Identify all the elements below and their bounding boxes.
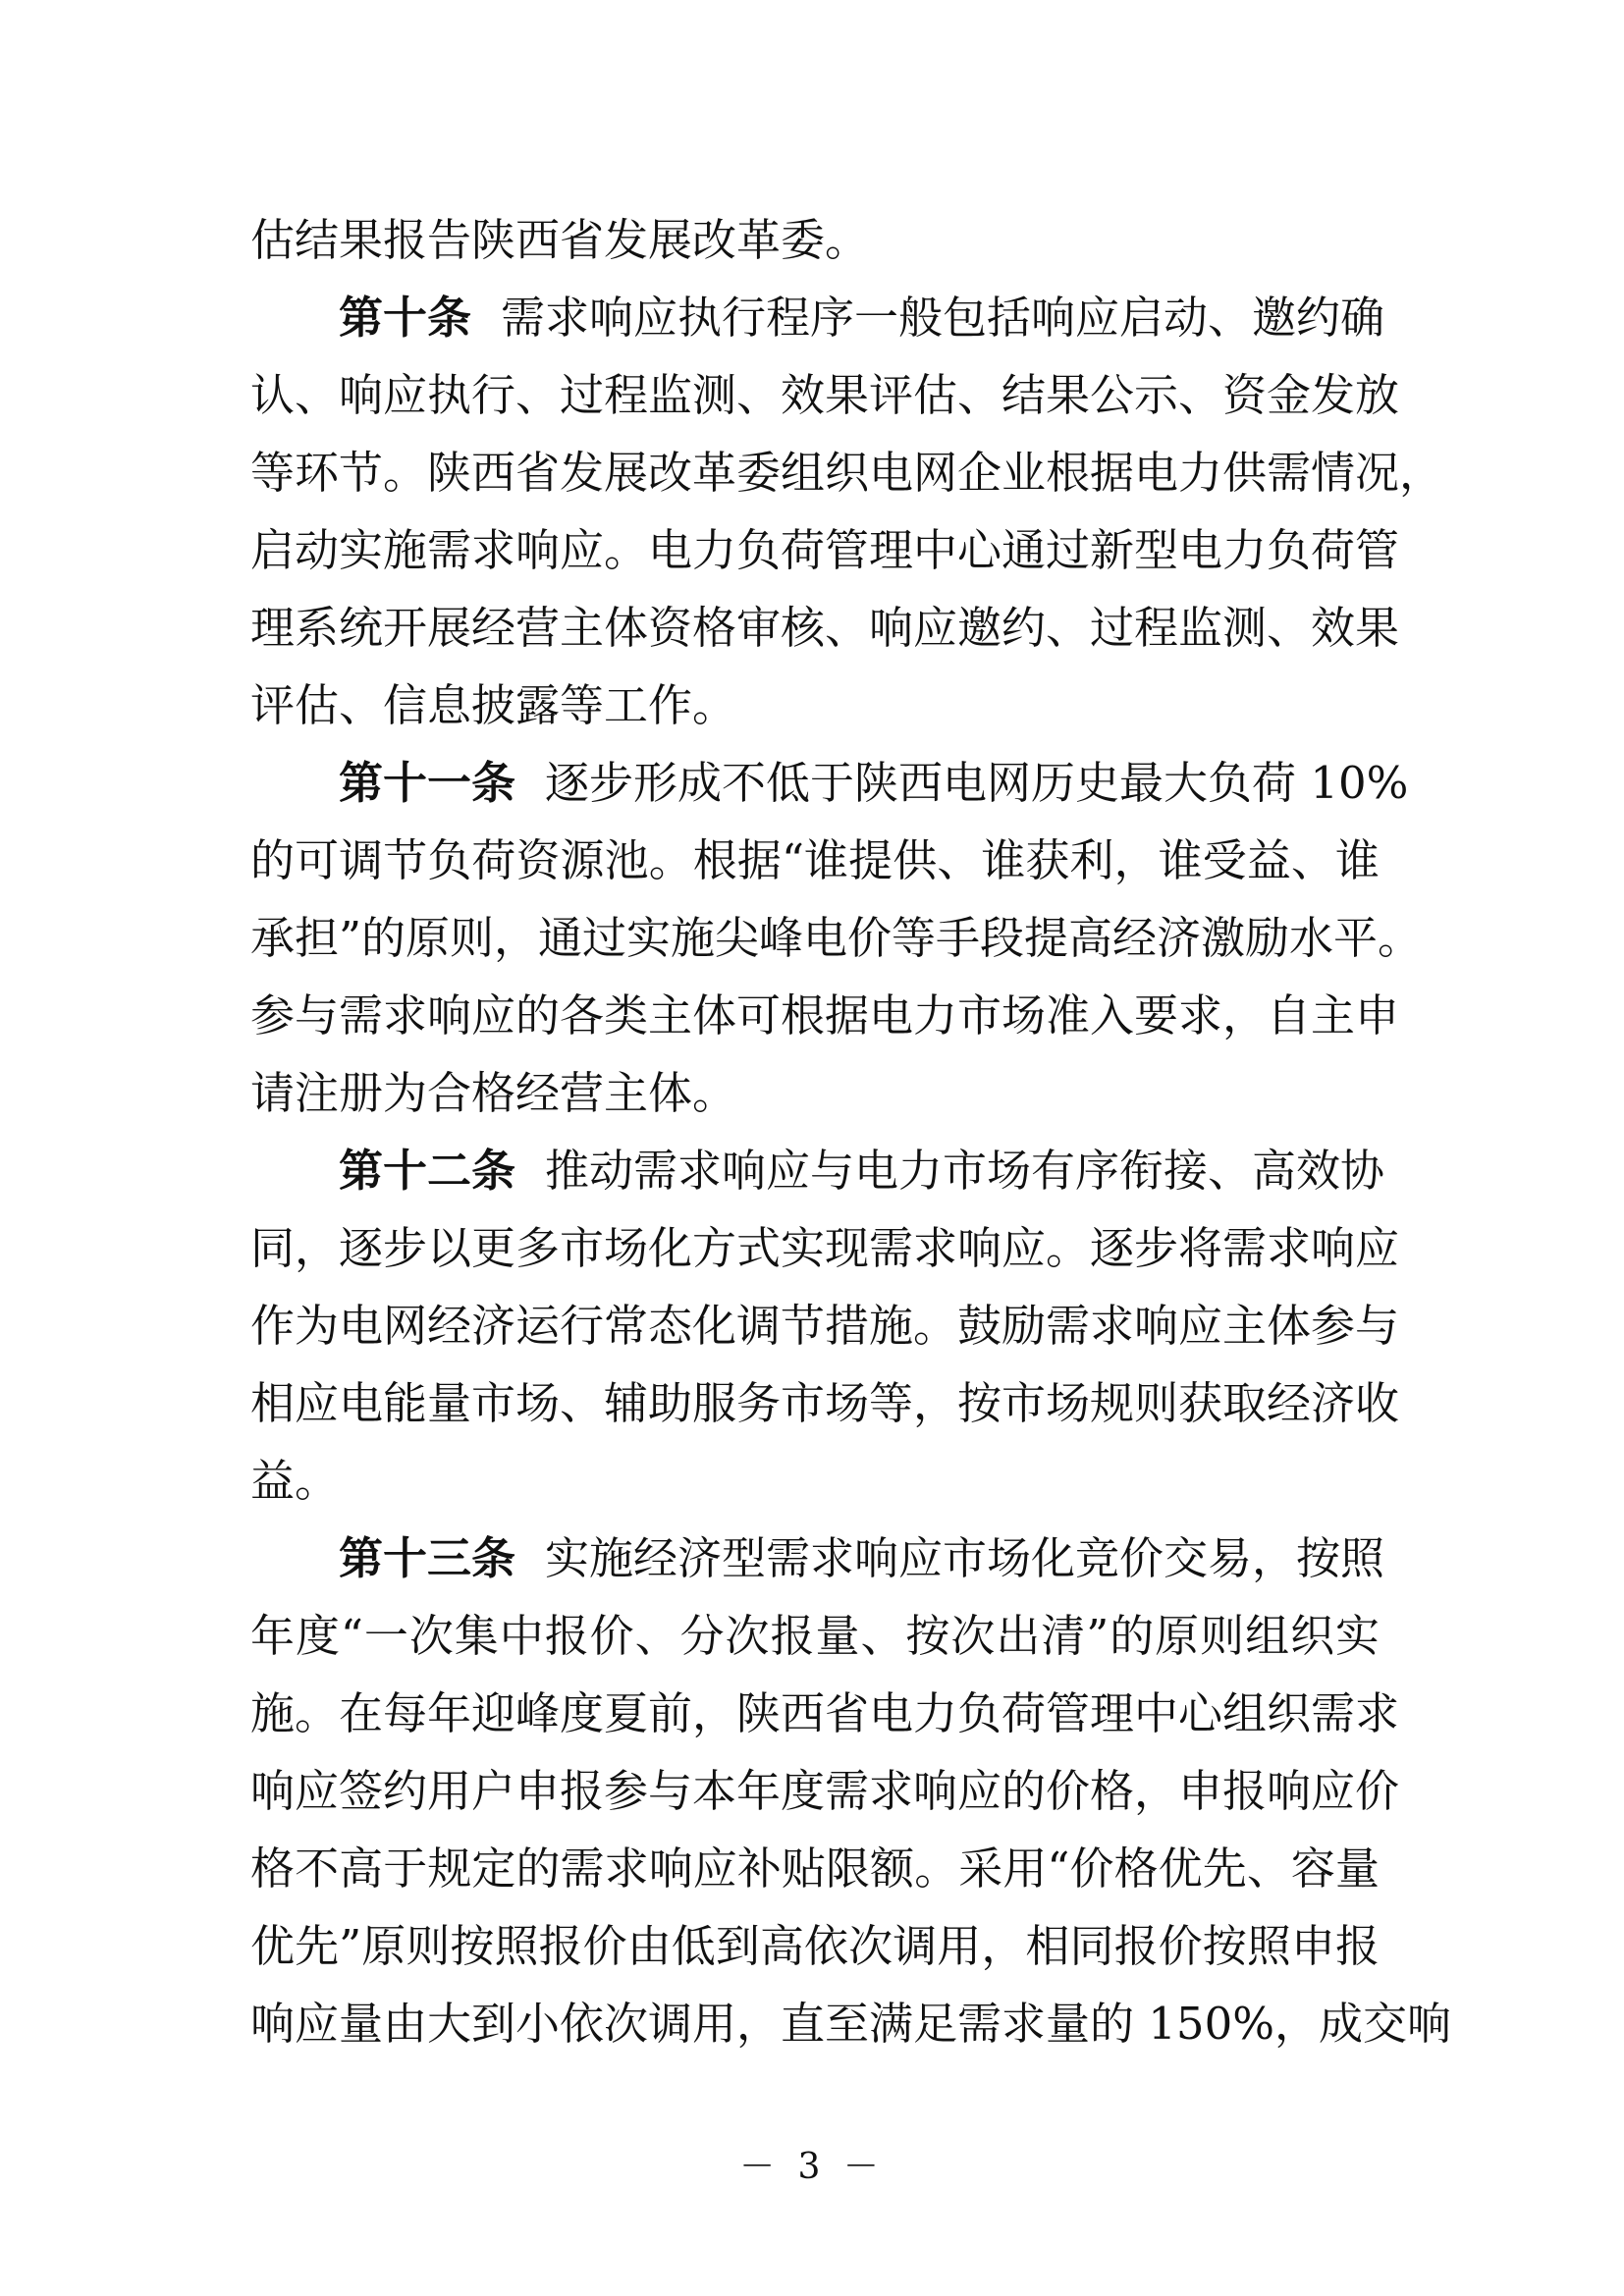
article-number: 第十三条: [339, 1532, 516, 1584]
document-body: [250, 201, 1451, 2062]
paragraph-3-line-0: [250, 1132, 1385, 1209]
paragraph-1-line-4: 理系统开展经营主体资格审核、响应邀约、过程监测、效果: [250, 602, 1400, 654]
paragraph-2-line-1: 的可调节负荷资源池。根据“谁提供、谁获利，谁受益、谁: [250, 834, 1380, 886]
paragraph-2-line-3: 参与需求响应的各类主体可根据电力市场准入要求，自主申: [250, 989, 1400, 1041]
page-number: － 3 －: [739, 2147, 885, 2187]
paragraph-4-line-4: 格不高于规定的需求响应补贴限额。采用“价格优先、容量: [250, 1842, 1380, 1895]
paragraph-3-line-4: 益。: [250, 1455, 340, 1507]
paragraph-text: 推动需求响应与电力市场有序衔接、高效协: [545, 1145, 1385, 1197]
paragraph-1-line-0: [250, 279, 1385, 356]
paragraph-3-line-2: 作为电网经济运行常态化调节措施。鼓励需求响应主体参与: [250, 1300, 1400, 1352]
paragraph-3-line-1: 同，逐步以更多市场化方式实现需求响应。逐步将需求响应: [250, 1222, 1400, 1274]
paragraph-4-line-3: 响应签约用户申报参与本年度需求响应的价格，申报响应价: [250, 1765, 1400, 1817]
paragraph-2-line-4: 请注册为合格经营主体。: [250, 1067, 737, 1119]
paragraph-1-line-5: 评估、信息披露等工作。: [250, 679, 737, 731]
paragraph-4-line-5: 优先”原则按照报价由低到高依次调用，相同报价按照申报: [250, 1920, 1380, 1972]
paragraph-2-line-0: [250, 744, 1409, 822]
paragraph-2-line-2: 承担”的原则，通过实施尖峰电价等手段提高经济激励水平。: [250, 912, 1423, 964]
paragraph-1-line-3: 启动实施需求响应。电力负荷管理中心通过新型电力负荷管: [250, 524, 1400, 576]
article-number: 第十一条: [339, 757, 516, 809]
paragraph-1-line-1: 认、响应执行、过程监测、效果评估、结果公示、资金发放: [250, 369, 1400, 421]
paragraph-0-line-0: 估结果报告陕西省发展改革委。: [250, 214, 870, 266]
paragraph-1-line-2: 等环节。陕西省发展改革委组织电网企业根据电力供需情况，: [250, 447, 1444, 499]
paragraph-3-line-3: 相应电能量市场、辅助服务市场等，按市场规则获取经济收: [250, 1377, 1400, 1429]
paragraph-4-line-2: 施。在每年迎峰度夏前，陕西省电力负荷管理中心组织需求: [250, 1687, 1400, 1739]
paragraph-4-line-1: 年度“一次集中报价、分次报量、按次出清”的原则组织实: [250, 1610, 1380, 1662]
article-number: 第十二条: [339, 1145, 516, 1197]
article-number: 第十条: [339, 292, 472, 344]
paragraph-text: 逐步形成不低于陕西电网历史最大负荷 10%: [545, 757, 1409, 809]
paragraph-text: 实施经济型需求响应市场化竞价交易，按照: [545, 1532, 1385, 1584]
paragraph-text: 需求响应执行程序一般包括响应启动、邀约确: [501, 292, 1385, 344]
paragraph-4-line-0: [250, 1520, 1385, 1597]
paragraph-4-line-6: 响应量由大到小依次调用，直至满足需求量的 150%，成交响: [250, 1998, 1451, 2050]
